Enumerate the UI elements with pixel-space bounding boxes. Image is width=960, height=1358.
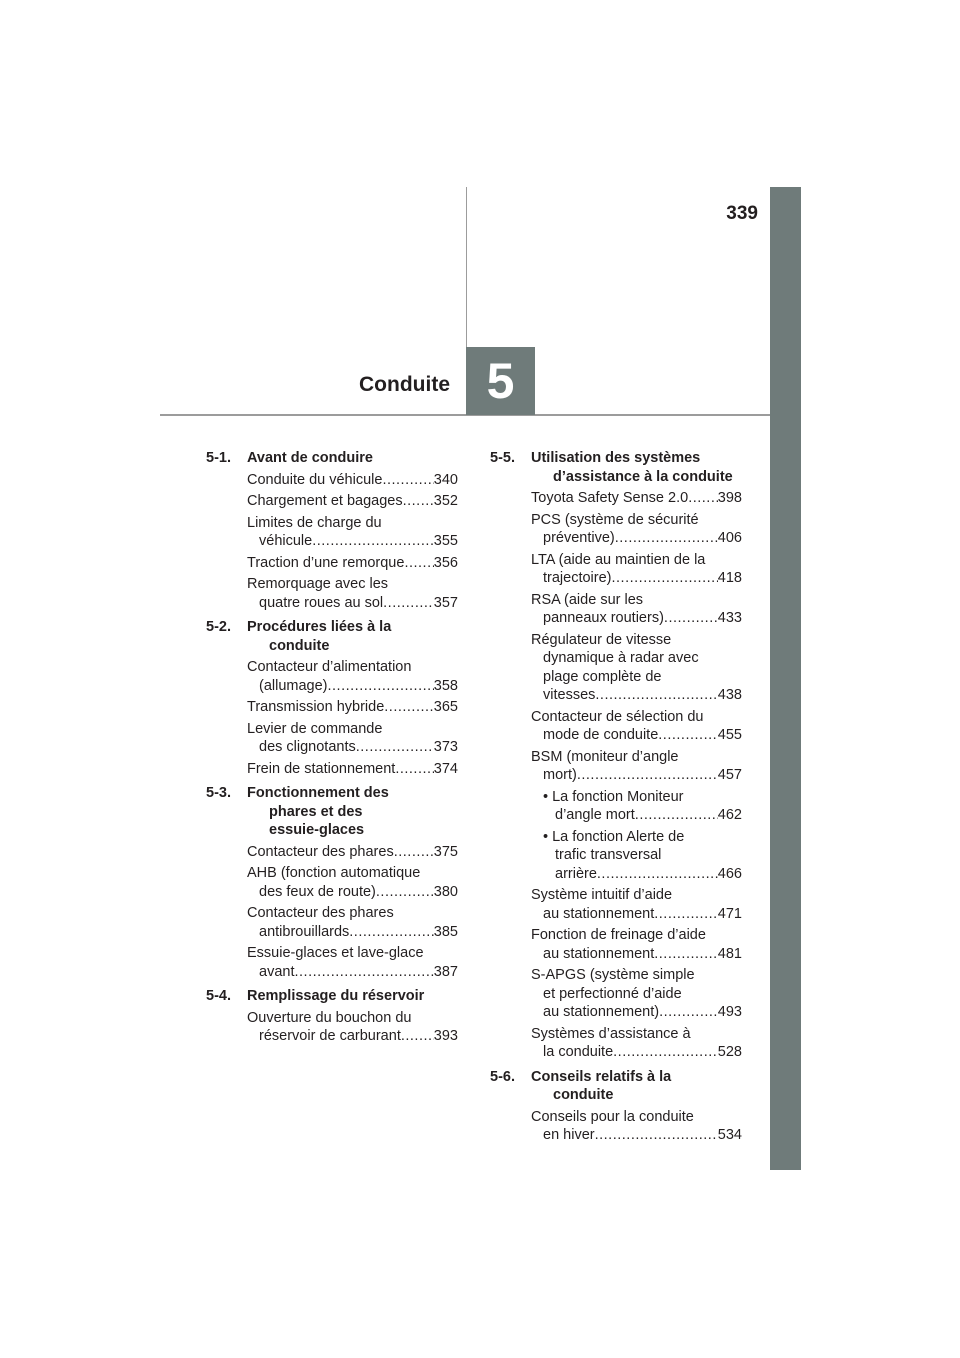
toc-entry-text: vitesses (543, 687, 596, 703)
toc-entry-leader-line (531, 1003, 742, 1022)
toc-section-title: phares et des (269, 803, 363, 820)
toc-section-number: 5-3. (206, 785, 231, 801)
toc-section-number: 5-2. (206, 619, 231, 635)
toc-page-number: 387 (433, 963, 458, 980)
toc-entry-leader-line (247, 1027, 458, 1046)
dot-leader (612, 569, 718, 588)
toc-page-number: 481 (717, 945, 742, 962)
toc-entry-text: au stationnement (543, 945, 655, 962)
toc-section-title: essuie-glaces (269, 822, 365, 838)
section-gap (490, 1148, 742, 1151)
toc-page-number: 398 (717, 490, 742, 506)
toc-entry-text: • La fonction Moniteur (543, 788, 684, 805)
toc-entry-text: Système intuitif d’aide (531, 887, 673, 903)
toc-entry-leader-line (247, 760, 458, 779)
toc-entry-text: Levier de commande (247, 720, 383, 737)
toc-page-number: 355 (433, 533, 458, 549)
toc-entry-text: mode de conduite (543, 727, 659, 743)
toc-entry-text: Contacteur des phares (247, 843, 394, 860)
toc-entry[interactable] (206, 514, 458, 551)
toc-entry-leader-line (247, 963, 458, 982)
toc-entry-text: trajectoire) (543, 570, 612, 586)
toc-entry-text: Fonction de freinage d’aide (531, 927, 706, 943)
toc-entry-text: au stationnement (543, 905, 655, 922)
toc-entry-leader-line (531, 569, 742, 588)
toc-section-number: 5-6. (490, 1068, 515, 1085)
toc-entry-leader-line (247, 883, 458, 902)
toc-entry-leader-line (247, 677, 458, 696)
toc-entry-leader-line (247, 843, 458, 862)
toc-entry-leader-line (247, 738, 458, 757)
toc-page-number: 457 (717, 767, 742, 783)
toc-page-number: 462 (717, 807, 742, 823)
toc-entry[interactable] (490, 631, 742, 705)
dot-leader (597, 865, 718, 884)
toc-entry-leader-line (531, 766, 742, 785)
toc-entry-leader-line (531, 905, 742, 924)
toc-entry-text: panneaux routiers) (543, 610, 664, 626)
toc-section-number: 5-5. (490, 450, 515, 466)
toc-entry-text: (allumage) (259, 677, 328, 694)
toc-entry-text: véhicule (259, 533, 313, 549)
toc-page-number: 352 (433, 493, 458, 509)
dot-leader (349, 923, 434, 942)
dot-leader (615, 529, 718, 548)
toc-entry-text: préventive) (543, 530, 615, 546)
toc-entry[interactable] (490, 748, 742, 785)
toc-entry[interactable] (490, 489, 742, 508)
toc-page-number: 466 (717, 865, 742, 882)
dot-leader (376, 883, 434, 902)
dot-leader (294, 963, 433, 982)
toc-entry-leader-line (531, 489, 742, 508)
toc-section-number: 5-1. (206, 450, 231, 466)
toc-entry-text: Contacteur des phares (247, 905, 394, 921)
dot-leader (613, 1043, 718, 1062)
toc-entry-text: Traction d’une remorque (247, 554, 405, 571)
toc-entry-leader-line (531, 686, 742, 705)
toc-entry-leader-line (531, 529, 742, 548)
toc-entry-text: Transmission hybride (247, 699, 385, 715)
toc-entry[interactable] (206, 720, 458, 757)
toc-entry-text: d’angle mort (555, 807, 635, 823)
toc-entry-text: Essuie-glaces et lave-glace (247, 945, 424, 961)
toc-entry-text: dynamique à radar avec (543, 650, 699, 666)
toc-entry-text: Ouverture du bouchon du (247, 1009, 412, 1026)
toc-entry-text: Conduite du véhicule (247, 471, 383, 488)
toc-sub-entry[interactable] (490, 828, 742, 884)
dot-leader (312, 532, 434, 551)
header-horizontal-divider (160, 414, 770, 416)
toc-entry-text: Limites de charge du (247, 514, 382, 531)
toc-entry[interactable] (206, 904, 458, 941)
toc-section-title: Conseils relatifs à la (531, 1068, 672, 1085)
toc-entry-leader-line (247, 532, 458, 551)
dot-leader (595, 686, 717, 705)
toc-entry-leader-line (531, 609, 742, 628)
toc-entry-leader-line (247, 923, 458, 942)
toc-entry-leader-line (247, 492, 458, 511)
toc-entry-text: Systèmes d’assistance à (531, 1025, 691, 1042)
toc-section-heading[interactable] (490, 449, 742, 486)
dot-leader (635, 806, 718, 825)
page-number: 339 (726, 203, 758, 224)
toc-entry[interactable] (206, 471, 458, 490)
toc-entry-text: PCS (système de sécurité (531, 511, 699, 528)
dot-leader (654, 905, 718, 924)
toc-page-number: 455 (717, 727, 742, 743)
toc-entry-leader-line (543, 865, 742, 884)
toc-entry[interactable] (490, 591, 742, 628)
toc-entry-text: BSM (moniteur d’angle (531, 748, 679, 765)
dot-leader (395, 760, 433, 779)
toc-page-number: 528 (717, 1044, 742, 1060)
dot-leader (394, 843, 434, 862)
toc-page-number: 438 (717, 687, 742, 703)
toc-entry-text: Remorquage avec les (247, 576, 389, 592)
toc-entry-leader-line (247, 471, 458, 490)
toc-entry-text: Chargement et bagages (247, 493, 403, 509)
toc-entry[interactable] (206, 864, 458, 901)
chapter-number-box: 5 (466, 347, 535, 415)
toc-page-number: 356 (433, 554, 458, 571)
toc-entry[interactable] (206, 1009, 458, 1046)
section-gap (206, 1049, 458, 1052)
dot-leader (688, 489, 718, 508)
toc-entry[interactable] (206, 944, 458, 981)
toc-section-title: d’assistance à la conduite (553, 468, 733, 485)
dot-leader (328, 677, 434, 696)
toc-section-heading[interactable] (206, 449, 458, 468)
dot-leader (659, 1003, 718, 1022)
toc-section-number: 5-4. (206, 988, 231, 1004)
toc-entry-text: Frein de stationnement (247, 760, 396, 777)
toc-section-heading[interactable] (490, 1068, 742, 1105)
toc-entry-text: Conseils pour la conduite (531, 1108, 694, 1125)
toc-page-number: 385 (433, 923, 458, 940)
toc-entry-text: avant (259, 963, 295, 980)
toc-column-left (206, 449, 458, 1052)
toc-entry-text: • La fonction Alerte de (543, 828, 685, 845)
toc-section-heading[interactable] (206, 618, 458, 655)
toc-entry[interactable] (206, 698, 458, 717)
toc-entry-text: la conduite (543, 1044, 614, 1060)
toc-entry[interactable] (490, 966, 742, 1022)
toc-entry[interactable] (490, 926, 742, 963)
toc-entry-text: Régulateur de vitesse (531, 631, 672, 648)
dot-leader (595, 1126, 718, 1145)
toc-entry[interactable] (206, 760, 458, 779)
toc-entry[interactable] (206, 554, 458, 573)
toc-entry[interactable] (490, 886, 742, 923)
toc-section-title: Remplissage du réservoir (247, 988, 425, 1004)
toc-entry-text: mort) (543, 767, 577, 783)
toc-entry-leader-line (543, 806, 742, 825)
dot-leader (403, 492, 434, 511)
toc-entry-text: arrière (555, 865, 597, 882)
toc-section-title: Utilisation des systèmes (531, 450, 701, 466)
toc-section-title: Avant de conduire (247, 450, 373, 466)
toc-entry[interactable] (490, 511, 742, 548)
toc-page-number: 357 (433, 594, 458, 611)
toc-entry[interactable] (206, 658, 458, 695)
toc-entry[interactable] (206, 843, 458, 862)
toc-page-number: 493 (717, 1004, 742, 1020)
toc-section-heading[interactable] (206, 987, 458, 1006)
toc-entry-leader-line (247, 554, 458, 573)
toc-page-number: 433 (717, 610, 742, 626)
toc-entry-leader-line (247, 594, 458, 613)
dot-leader (654, 945, 718, 964)
toc-page-number: 365 (433, 699, 458, 715)
toc-entry-leader-line (531, 1126, 742, 1145)
toc-entry-text: AHB (fonction automatique (247, 865, 421, 881)
toc-entry[interactable] (490, 1025, 742, 1062)
toc-entry-text: antibrouillards (259, 923, 350, 940)
toc-page-number: 374 (433, 760, 458, 777)
header-vertical-divider (466, 187, 467, 347)
toc-section-title: Fonctionnement des (247, 785, 389, 801)
toc-page-number: 393 (433, 1028, 458, 1044)
toc-entry[interactable] (490, 708, 742, 745)
toc-entry-leader-line (531, 726, 742, 745)
dot-leader (384, 698, 434, 717)
toc-entry-text: Contacteur d’alimentation (247, 659, 412, 675)
toc-entry-text: au stationnement) (543, 1004, 660, 1020)
toc-page-number: 373 (433, 739, 458, 755)
toc-page-number: 471 (717, 905, 742, 922)
toc-entry-text: RSA (aide sur les (531, 591, 644, 608)
dot-leader (401, 1027, 434, 1046)
toc-section-title: Procédures liées à la (247, 619, 392, 635)
toc-column-right (490, 449, 742, 1151)
toc-entry-text: trafic transversal (555, 847, 662, 863)
toc-entry-text: réservoir de carburant (259, 1028, 401, 1044)
toc-page-number: 358 (433, 677, 458, 694)
toc-entry-text: des feux de route) (259, 883, 376, 900)
dot-leader (658, 726, 718, 745)
dot-leader (404, 554, 433, 573)
toc-page-number: 534 (717, 1127, 742, 1143)
dot-leader (577, 766, 718, 785)
toc-entry[interactable] (206, 492, 458, 511)
dot-leader (356, 738, 434, 757)
chapter-title: Conduite (359, 373, 450, 396)
toc-sub-entry[interactable] (490, 788, 742, 825)
chapter-side-tab (770, 187, 801, 1170)
toc-entry-text: S-APGS (système simple (531, 967, 695, 983)
toc-entry-text: des clignotants (259, 739, 356, 755)
toc-page-number: 380 (433, 883, 458, 900)
toc-section-title: conduite (269, 637, 330, 654)
toc-entry-text: plage complète de (543, 668, 662, 685)
toc-page-number: 375 (433, 843, 458, 860)
toc-entry-leader-line (247, 698, 458, 717)
toc-section-heading[interactable] (206, 784, 458, 840)
toc-entry-leader-line (531, 945, 742, 964)
toc-page-number: 340 (433, 471, 458, 488)
toc-entry-leader-line (531, 1043, 742, 1062)
toc-page-number: 418 (717, 570, 742, 586)
dot-leader (382, 471, 433, 490)
toc-entry-text: Contacteur de sélection du (531, 708, 704, 725)
toc-entry[interactable] (206, 575, 458, 612)
toc-entry[interactable] (490, 551, 742, 588)
toc-section-title: conduite (553, 1087, 614, 1103)
dot-leader (383, 594, 434, 613)
toc-page-number: 406 (717, 530, 742, 546)
toc-entry-text: et perfectionné d’aide (543, 985, 682, 1002)
toc-entry[interactable] (490, 1108, 742, 1145)
toc-entry-text: Toyota Safety Sense 2.0 (531, 490, 689, 506)
dot-leader (664, 609, 718, 628)
toc-entry-text: en hiver (543, 1127, 595, 1143)
toc-entry-text: quatre roues au sol (259, 594, 384, 611)
toc-entry-text: LTA (aide au maintien de la (531, 551, 706, 568)
